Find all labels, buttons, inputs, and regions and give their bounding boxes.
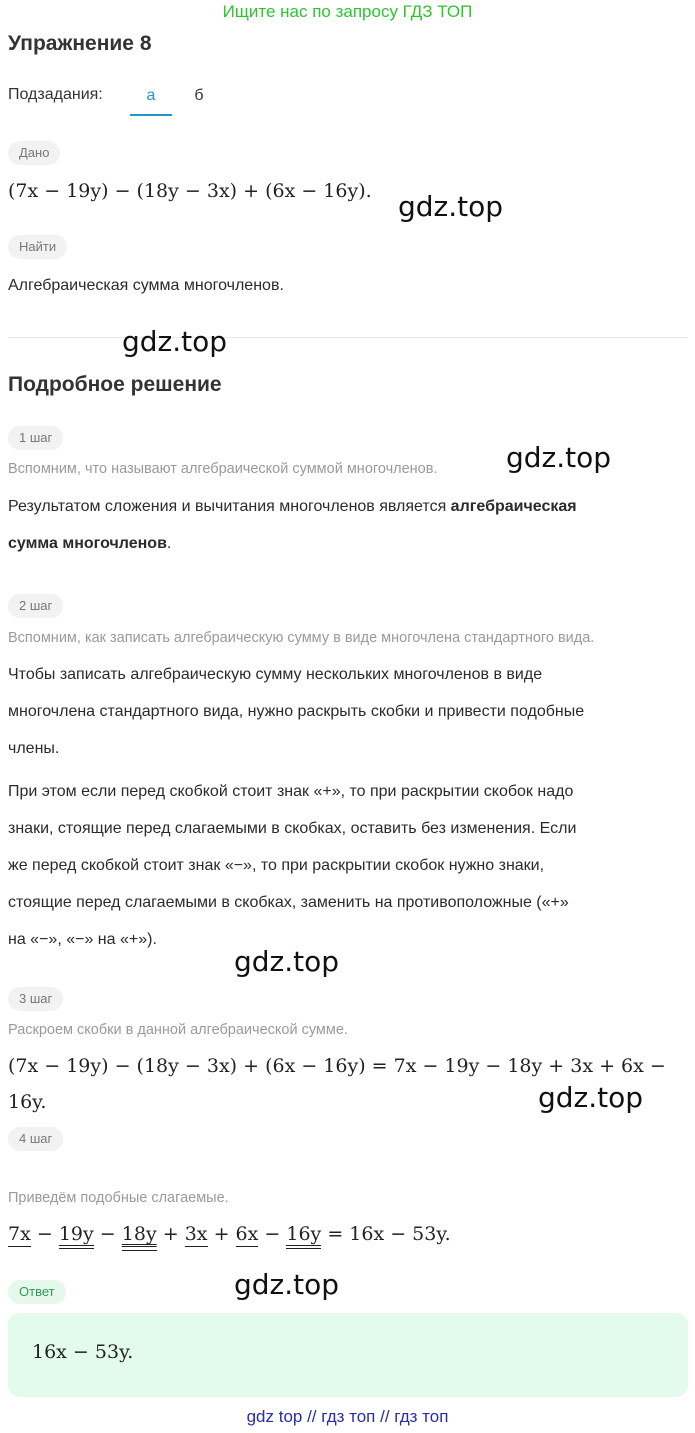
step-1-hint: Вспомним, что называют алгебраической суммой многочленов. bbox=[8, 461, 438, 477]
operator: + bbox=[213, 1223, 230, 1245]
text-line: члены. bbox=[8, 740, 60, 757]
step-3-expression-line-1: (7x − 19y) − (18y − 3x) + (6x − 16y) = 7x − 19y − 18y + 3x + 6x − bbox=[8, 1055, 666, 1077]
given-expression: (7x − 19y) − (18y − 3x) + (6x − 16y). bbox=[8, 180, 372, 202]
section-divider bbox=[8, 337, 688, 338]
tab-subtask-a[interactable]: а bbox=[130, 78, 172, 116]
text-line: на «−», «−» на «+»). bbox=[8, 931, 157, 948]
step-2-chip: 2 шаг bbox=[8, 594, 63, 618]
step-2-paragraph-1 bbox=[8, 656, 688, 767]
step-1-chip: 1 шаг bbox=[8, 426, 63, 450]
step-3-hint: Раскроем скобки в данной алгебраической сумме. bbox=[8, 1022, 348, 1038]
step-1-text bbox=[8, 488, 688, 562]
step-3-expression-line-2: 16y. bbox=[8, 1091, 47, 1113]
watermark: gdz.top bbox=[398, 190, 504, 223]
watermark: gdz.top bbox=[234, 1268, 340, 1301]
given-chip: Дано bbox=[8, 141, 60, 165]
term-underlined-triple: 18y bbox=[122, 1223, 157, 1251]
find-chip: Найти bbox=[8, 235, 67, 259]
subtasks-label: Подзадания: bbox=[8, 86, 103, 103]
step-4-expression bbox=[8, 1223, 451, 1245]
step-3-chip: 3 шаг bbox=[8, 987, 63, 1011]
operator: + bbox=[162, 1223, 179, 1245]
text-line: знаки, стоящие перед слагаемыми в скобках, оставить без изменения. Если bbox=[8, 820, 577, 837]
answer-expression: 16x − 53y. bbox=[32, 1341, 134, 1363]
term-underlined-single: 7x bbox=[8, 1223, 31, 1245]
step-1-text-end: . bbox=[166, 535, 172, 552]
watermark: gdz.top bbox=[538, 1081, 644, 1114]
text-line: При этом если перед скобкой стоит знак «+», то при раскрытии скобок надо bbox=[8, 783, 574, 800]
text-line: Чтобы записать алгебраическую сумму нескольких многочленов в виде bbox=[8, 666, 543, 683]
step-4-chip: 4 шаг bbox=[8, 1127, 63, 1151]
step-1-term-bold-2: сумма многочленов bbox=[8, 535, 167, 552]
answer-chip: Ответ bbox=[8, 1280, 66, 1304]
find-text: Алгебраическая сумма многочленов. bbox=[8, 277, 284, 294]
text-line: же перед скобкой стоит знак «−», то при раскрытии скобок нужно знаки, bbox=[8, 857, 545, 874]
watermark: gdz.top bbox=[506, 441, 612, 474]
term-underlined-double: 16y bbox=[286, 1223, 321, 1249]
step-1-term-bold: алгебраическая bbox=[450, 498, 577, 515]
step-4-hint: Приведём подобные слагаемые. bbox=[8, 1190, 229, 1206]
watermark: gdz.top bbox=[234, 945, 340, 978]
term-underlined-single: 3x bbox=[184, 1223, 208, 1245]
term-underlined-double: 19y bbox=[59, 1223, 94, 1249]
watermark: gdz.top bbox=[122, 325, 228, 358]
footer-links: gdz top // гдз топ // гдз топ bbox=[246, 1407, 449, 1426]
tab-subtask-b[interactable]: б bbox=[194, 87, 204, 104]
term-underlined-single: 6x bbox=[235, 1223, 259, 1245]
text-line: стоящие перед слагаемыми в скобках, заменить на противоположные («+» bbox=[8, 894, 569, 911]
operator: − bbox=[264, 1223, 281, 1245]
operator: − bbox=[99, 1223, 116, 1245]
operator: − bbox=[36, 1223, 53, 1245]
top-banner: Ищите нас по запросу ГДЗ ТОП bbox=[222, 2, 473, 21]
page-title: Упражнение 8 bbox=[8, 32, 152, 55]
text-line: многочлена стандартного вида, нужно раскрыть скобки и привести подобные bbox=[8, 703, 585, 720]
step-2-hint: Вспомним, как записать алгебраическую сумму в виде многочлена стандартного вида. bbox=[8, 630, 595, 646]
step-2-paragraph-2 bbox=[8, 773, 688, 958]
result: = 16x − 53y. bbox=[327, 1223, 451, 1245]
step-1-text-pre: Результатом сложения и вычитания многочленов является bbox=[8, 498, 451, 515]
solution-title: Подробное решение bbox=[8, 373, 222, 396]
